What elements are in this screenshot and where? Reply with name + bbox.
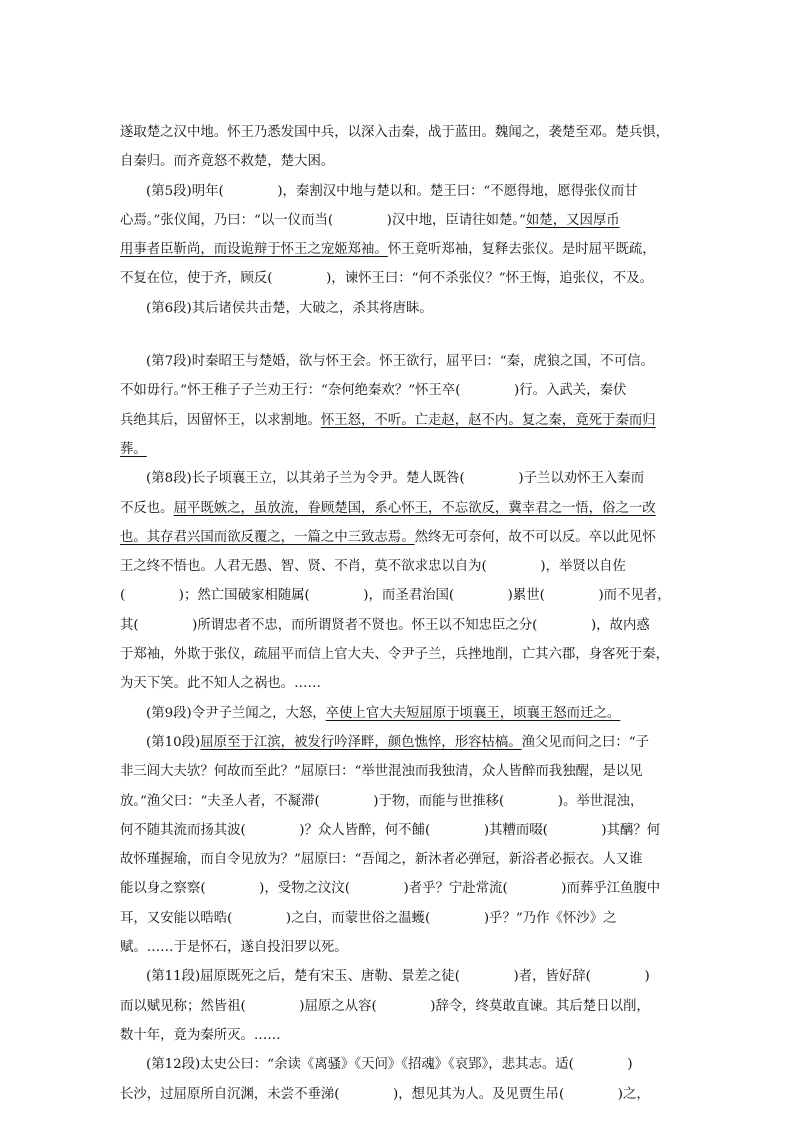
text-line [120,816,680,845]
text-run: 其( )所谓忠者不忠，而所谓贤者不贤也。怀王以不知忠臣之分( )，故内惑 [120,617,650,633]
text-run: 数十年，竟为秦所灭。…… [120,1027,281,1043]
text-run: 兵绝其后，因留怀王，以求割地。 [120,412,321,428]
text-run: 能以身之察察( )，受物之汶汶( )者乎？宁赴常流( )而葬乎江鱼腹中 [120,881,661,897]
text-run: (第10段) [146,734,201,750]
text-run: 不如毋行。”怀王稚子子兰劝王行：“奈何绝秦欢？”怀王卒( )行。入武关，秦伏 [120,383,627,399]
text-run: 渔父见而问之曰：“子 [521,734,650,750]
text-line [120,523,680,552]
text-line [120,147,680,176]
text-run: 于郑袖，外欺于张仪，疏屈平而信上官大夫、令尹子兰，兵挫地削，亡其六郡，身客死于秦， [120,647,670,663]
underlined-text: 葬。 [120,441,147,457]
text-run: 而以赋见称；然皆祖( )屈原之从容( )辞令，终莫敢直谏。其后楚日以削， [120,998,650,1014]
text-run: 不复在位，使于齐，顾反( )，谏怀王曰：“何不杀张仪？”怀王悔，追张仪，不及。 [120,271,653,287]
text-run: 耳，又安能以晧晧( )之白，而蒙世俗之温蠖( )乎？”乃作《怀沙》之 [120,910,617,926]
text-line [120,933,680,962]
text-line [120,552,680,581]
text-run: 心焉。”张仪闻，乃曰：“以一仪而当( )汉中地，臣请往如楚。” [120,212,526,228]
text-run: (第7段)时秦昭王与楚婚，欲与怀王会。怀王欲行，屈平曰：“秦，虎狼之国，不可信。 [146,354,654,370]
text-line [120,669,680,698]
paragraph-p6 [120,294,680,323]
text-run: 不反也。 [120,500,174,516]
text-line [120,962,680,991]
text-run: (第5段)明年( )，秦割汉中地与楚以和。楚王曰：“不愿得地，愿得张仪而甘 [146,183,638,199]
text-line [120,1021,680,1050]
text-run: 自秦归。而齐竟怒不救楚，楚大困。 [120,154,335,170]
paragraph-p8 [120,464,680,698]
paragraph-p9 [120,699,680,728]
paragraph-p11 [120,962,680,1050]
text-run: 放。”渔父曰：“夫圣人者，不凝滞( )于物，而能与世推移( )。举世混浊， [120,793,644,809]
underlined-text: 如楚，又因厚币 [525,212,620,228]
text-line [120,264,680,293]
text-run: 故怀瑾握瑜，而自令见放为？”屈原曰：“吾闻之，新沐者必弹冠，新浴者必振衣。人又谁 [120,852,643,868]
text-line [120,118,680,147]
paragraph-p10 [120,728,680,962]
underlined-text: 怀王怒，不听。亡走赵，赵不内。复之秦，竟死于秦而归 [320,412,656,428]
text-run: (第6段)其后诸侯共击楚，大破之，杀其将唐眛。 [146,300,433,316]
text-run: 为天下笑。此不知人之祸也。…… [120,676,321,692]
text-line [120,494,680,523]
text-run: 遂取楚之汉中地。怀王乃悉发国中兵，以深入击秦，战于蓝田。魏闻之，袭楚至邓。楚兵惧， [120,125,670,140]
text-run: (第9段)令尹子兰闻之，大怒， [146,705,326,721]
text-line [120,757,680,786]
paragraph-p4-tail [120,118,680,177]
text-line [120,845,680,874]
text-line [120,376,680,405]
text-line [120,1050,680,1079]
paragraph-p7 [120,347,680,464]
text-line [120,464,680,493]
paragraph-p12 [120,1050,680,1109]
text-run: 王之终不悟也。人君无愚、智、贤、不肖，莫不欲求忠以自为( )，举贤以自佐 [120,559,626,575]
text-line [120,235,680,264]
text-run: 何不随其流而扬其波( )？众人皆醉，何不餔( )其糟而啜( )其醨？何 [120,822,661,838]
text-run: ( )；然亡国破家相随属( )，而圣君治国( )累世( )而不见者， [120,588,671,604]
text-line [120,206,680,235]
underlined-text: 用事者臣靳尚，而设诡辩于怀王之宠姬郑袖。 [120,242,388,258]
underlined-text: 也。其存君兴国而欲反覆之，一篇之中三致志焉。 [120,529,415,545]
text-line [120,294,680,323]
text-line [120,904,680,933]
text-line [120,640,680,669]
text-run: (第12段)太史公曰：“余读《离骚》《天问》《招魂》《哀郢》，悲其志。适( ) [146,1057,633,1073]
text-line [120,699,680,728]
text-line [120,347,680,376]
text-line [120,787,680,816]
underlined-text: 卒使上官大夫短屈原于顷襄王，顷襄王怒而迁之。 [325,705,621,721]
text-run: 非三闾大夫欤？何故而至此？”屈原曰：“举世混浊而我独清，众人皆醉而我独醒，是以见 [120,764,643,780]
text-run: (第8段)长子顷襄王立，以其弟子兰为令尹。楚人既咎( )子兰以劝怀王入秦而 [146,471,645,487]
text-line [120,406,680,435]
paragraph-gap [120,323,680,347]
underlined-text: 屈平既嫉之，虽放流，眷顾楚国，系心怀王，不忘欲反，冀幸君之一悟，俗之一改 [173,500,656,516]
text-line [120,611,680,640]
text-line [120,435,680,464]
text-run: 长沙，过屈原所自沉渊，未尝不垂涕( )，想见其为人。及见贾生吊( )之， [120,1086,650,1102]
document-page [120,118,680,1109]
text-line [120,874,680,903]
text-run: (第11段)屈原既死之后，楚有宋玉、唐勒、景差之徒( )者，皆好辞( ) [146,969,650,985]
paragraph-p5 [120,177,680,294]
text-run: 怀王竟听郑袖，复释去张仪。是时屈平既疏， [387,242,656,258]
text-line [120,728,680,757]
text-run: 然终无可奈何，故不可以反。卒以此见怀 [414,529,656,545]
text-line [120,177,680,206]
text-line [120,992,680,1021]
underlined-text: 屈原至于江滨，被发行吟泽畔，颜色憔悴，形容枯槁。 [200,734,522,750]
text-line [120,1080,680,1109]
text-run: 赋。……于是怀石，遂自投汨罗以死。 [120,940,348,956]
text-line [120,581,680,610]
